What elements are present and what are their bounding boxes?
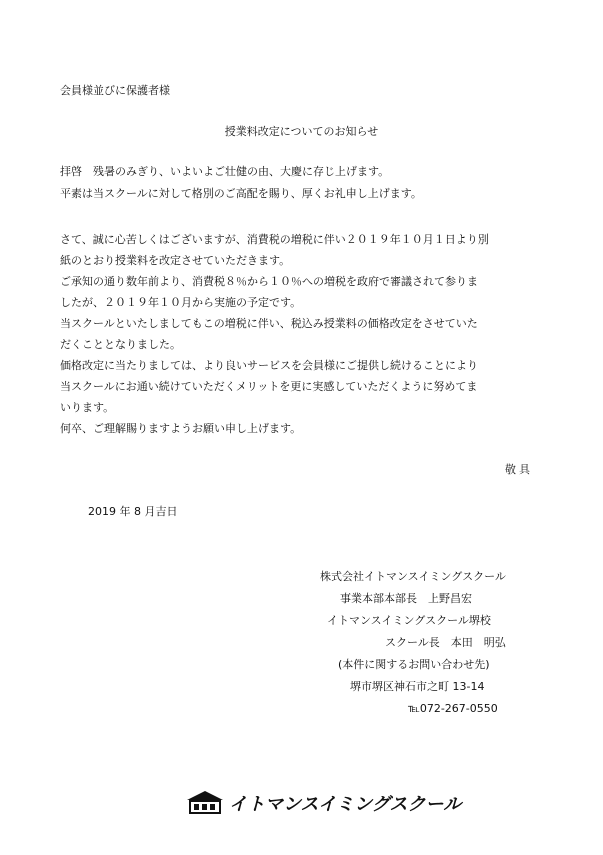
- sender-phone-row: [408, 702, 498, 716]
- inquiry-label: (本件に関するお問い合わせ先): [338, 658, 490, 671]
- school-building-icon: [185, 788, 462, 816]
- greeting-line: 平素は当スクールに対して格別のご高配を賜り、厚くお礼申し上げます。: [60, 187, 422, 200]
- body-line: 何卒、ご理解賜りますようお願い申し上げます。: [60, 422, 302, 435]
- sender-address: 堺市堺区神石市之町 13-14: [350, 680, 485, 693]
- body-line: 当スクールにお通い続けていただくメリットを更に実感していただくように努めてま: [60, 380, 478, 393]
- sender-company: 株式会社イトマンスイミングスクール: [320, 570, 506, 583]
- sender-phone: 072-267-0550: [419, 702, 498, 715]
- body-line: ご承知の通り数年前より、消費税８％から１０％への増税を政府で審議されて参りま: [60, 275, 478, 288]
- sender-branch-manager: スクール長 本田 明弘: [385, 636, 506, 649]
- body-line: したが、２０１９年１０月から実施の予定です。: [60, 296, 302, 309]
- body-line: 当スクールといたしましてもこの増税に伴い、税込み授業料の価格改定をさせていた: [60, 317, 478, 330]
- body-line: いります。: [60, 401, 115, 414]
- body-line: 紙のとおり授業料を改定させていただきます。: [60, 254, 291, 267]
- body-line: 価格改定に当たりましては、より良いサービスを会員様にご提供し続けることにより: [60, 359, 478, 372]
- letter-title: 授業料改定についてのお知らせ: [224, 125, 379, 138]
- sender-hq-role: 事業本部本部長 上野昌宏: [340, 592, 472, 605]
- addressee: 会員様並びに保護者様: [60, 84, 170, 97]
- greeting-line: 拝啓 残暑のみぎり、いよいよご壮健の由、大慶に存じ上げます。: [60, 165, 390, 178]
- body-line: さて、誠に心苦しくはございますが、消費税の増税に伴い２０１９年１０月１日より別: [60, 233, 489, 246]
- phone-prefix: ℡: [408, 702, 420, 715]
- sender-branch: イトマンスイミングスクール堺校: [327, 614, 491, 627]
- company-logo: [185, 788, 462, 816]
- closing-word: 敬具: [505, 463, 533, 476]
- body-line: だくこととなりました。: [60, 338, 181, 351]
- logo-text: イトマンスイミングスクール: [229, 794, 462, 815]
- letter-date: 2019 年 8 月吉日: [88, 505, 178, 518]
